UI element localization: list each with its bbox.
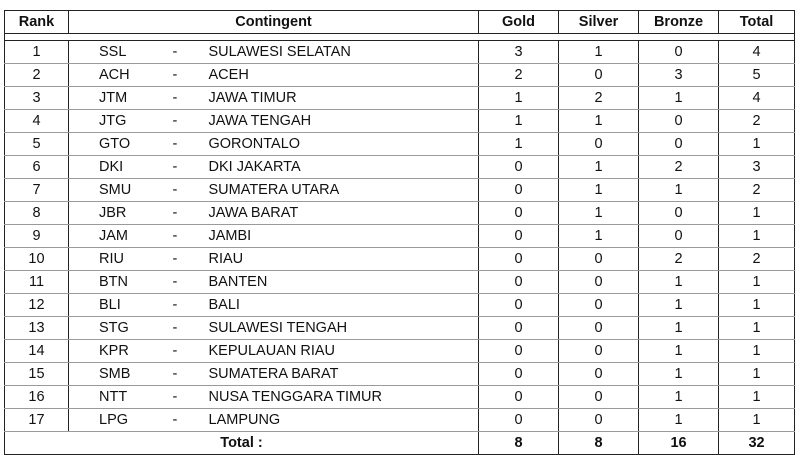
cell-total: 1 bbox=[719, 225, 795, 248]
cell-rank: 4 bbox=[5, 110, 69, 133]
spacer bbox=[5, 34, 795, 41]
cell-bronze: 3 bbox=[639, 64, 719, 87]
table-row bbox=[5, 248, 795, 271]
table-row bbox=[5, 133, 795, 156]
cell-contingent-name: JAWA TIMUR bbox=[209, 87, 479, 110]
cell-code: RIU bbox=[69, 248, 173, 271]
cell-rank: 5 bbox=[5, 133, 69, 156]
cell-bronze: 0 bbox=[639, 225, 719, 248]
cell-gold: 0 bbox=[479, 202, 559, 225]
cell-rank: 13 bbox=[5, 317, 69, 340]
cell-code: STG bbox=[69, 317, 173, 340]
cell-code: SMU bbox=[69, 179, 173, 202]
cell-bronze: 1 bbox=[639, 271, 719, 294]
cell-total: 2 bbox=[719, 179, 795, 202]
cell-silver: 0 bbox=[559, 317, 639, 340]
table-row bbox=[5, 363, 795, 386]
cell-rank: 17 bbox=[5, 409, 69, 432]
header-spacer bbox=[5, 34, 795, 41]
cell-gold: 0 bbox=[479, 340, 559, 363]
cell-bronze: 1 bbox=[639, 409, 719, 432]
cell-gold: 0 bbox=[479, 409, 559, 432]
table-header bbox=[5, 11, 795, 34]
cell-code: JTG bbox=[69, 110, 173, 133]
cell-contingent-name: JAWA BARAT bbox=[209, 202, 479, 225]
cell-separator: - bbox=[173, 156, 209, 179]
cell-gold: 2 bbox=[479, 64, 559, 87]
cell-silver: 0 bbox=[559, 363, 639, 386]
cell-rank: 2 bbox=[5, 64, 69, 87]
cell-total: 1 bbox=[719, 340, 795, 363]
cell-gold: 0 bbox=[479, 363, 559, 386]
cell-contingent-name: SULAWESI SELATAN bbox=[209, 41, 479, 64]
cell-total: 1 bbox=[719, 271, 795, 294]
cell-contingent-name: GORONTALO bbox=[209, 133, 479, 156]
header-gold: Gold bbox=[479, 11, 559, 34]
cell-silver: 2 bbox=[559, 87, 639, 110]
cell-rank: 16 bbox=[5, 386, 69, 409]
cell-separator: - bbox=[173, 317, 209, 340]
cell-gold: 1 bbox=[479, 87, 559, 110]
cell-separator: - bbox=[173, 110, 209, 133]
table-row bbox=[5, 179, 795, 202]
cell-contingent-name: JAWA TENGAH bbox=[209, 110, 479, 133]
cell-gold: 0 bbox=[479, 386, 559, 409]
cell-contingent-name: JAMBI bbox=[209, 225, 479, 248]
cell-total: 1 bbox=[719, 317, 795, 340]
cell-silver: 0 bbox=[559, 248, 639, 271]
table-row bbox=[5, 294, 795, 317]
cell-separator: - bbox=[173, 64, 209, 87]
medal-table-container bbox=[4, 10, 794, 455]
cell-gold: 3 bbox=[479, 41, 559, 64]
cell-total: 2 bbox=[719, 110, 795, 133]
cell-contingent-name: DKI JAKARTA bbox=[209, 156, 479, 179]
cell-separator: - bbox=[173, 248, 209, 271]
cell-separator: - bbox=[173, 386, 209, 409]
cell-silver: 1 bbox=[559, 202, 639, 225]
cell-total: 5 bbox=[719, 64, 795, 87]
table-body bbox=[5, 41, 795, 432]
cell-bronze: 2 bbox=[639, 248, 719, 271]
header-bronze: Bronze bbox=[639, 11, 719, 34]
cell-silver: 1 bbox=[559, 156, 639, 179]
table-row bbox=[5, 87, 795, 110]
cell-rank: 9 bbox=[5, 225, 69, 248]
cell-total: 1 bbox=[719, 294, 795, 317]
totals-total: 32 bbox=[719, 432, 795, 455]
cell-silver: 0 bbox=[559, 133, 639, 156]
cell-contingent-name: NUSA TENGGARA TIMUR bbox=[209, 386, 479, 409]
cell-contingent-name: BALI bbox=[209, 294, 479, 317]
cell-code: JTM bbox=[69, 87, 173, 110]
cell-separator: - bbox=[173, 202, 209, 225]
cell-rank: 6 bbox=[5, 156, 69, 179]
header-total: Total bbox=[719, 11, 795, 34]
cell-bronze: 0 bbox=[639, 41, 719, 64]
totals-bronze: 16 bbox=[639, 432, 719, 455]
cell-silver: 0 bbox=[559, 64, 639, 87]
cell-gold: 0 bbox=[479, 294, 559, 317]
cell-separator: - bbox=[173, 41, 209, 64]
cell-silver: 1 bbox=[559, 179, 639, 202]
cell-separator: - bbox=[173, 225, 209, 248]
header-rank: Rank bbox=[5, 11, 69, 34]
cell-contingent-name: SUMATERA BARAT bbox=[209, 363, 479, 386]
cell-code: JBR bbox=[69, 202, 173, 225]
cell-separator: - bbox=[173, 87, 209, 110]
cell-separator: - bbox=[173, 179, 209, 202]
cell-separator: - bbox=[173, 340, 209, 363]
cell-total: 1 bbox=[719, 202, 795, 225]
totals-silver: 8 bbox=[559, 432, 639, 455]
cell-code: BTN bbox=[69, 271, 173, 294]
cell-total: 1 bbox=[719, 409, 795, 432]
cell-code: DKI bbox=[69, 156, 173, 179]
cell-code: SMB bbox=[69, 363, 173, 386]
medal-table bbox=[4, 10, 795, 455]
cell-total: 3 bbox=[719, 156, 795, 179]
cell-rank: 10 bbox=[5, 248, 69, 271]
table-row bbox=[5, 386, 795, 409]
cell-total: 4 bbox=[719, 41, 795, 64]
cell-gold: 0 bbox=[479, 317, 559, 340]
cell-code: ACH bbox=[69, 64, 173, 87]
cell-silver: 1 bbox=[559, 225, 639, 248]
cell-rank: 15 bbox=[5, 363, 69, 386]
cell-code: GTO bbox=[69, 133, 173, 156]
cell-bronze: 2 bbox=[639, 156, 719, 179]
cell-silver: 1 bbox=[559, 41, 639, 64]
cell-gold: 0 bbox=[479, 271, 559, 294]
cell-gold: 0 bbox=[479, 225, 559, 248]
cell-total: 2 bbox=[719, 248, 795, 271]
cell-code: BLI bbox=[69, 294, 173, 317]
cell-silver: 0 bbox=[559, 294, 639, 317]
table-row bbox=[5, 202, 795, 225]
cell-code: JAM bbox=[69, 225, 173, 248]
cell-code: KPR bbox=[69, 340, 173, 363]
cell-total: 1 bbox=[719, 133, 795, 156]
cell-total: 1 bbox=[719, 386, 795, 409]
totals-gold: 8 bbox=[479, 432, 559, 455]
cell-bronze: 0 bbox=[639, 202, 719, 225]
table-row bbox=[5, 64, 795, 87]
cell-rank: 11 bbox=[5, 271, 69, 294]
cell-code: SSL bbox=[69, 41, 173, 64]
cell-separator: - bbox=[173, 409, 209, 432]
cell-separator: - bbox=[173, 294, 209, 317]
cell-separator: - bbox=[173, 133, 209, 156]
cell-bronze: 1 bbox=[639, 179, 719, 202]
table-row bbox=[5, 110, 795, 133]
cell-contingent-name: KEPULAUAN RIAU bbox=[209, 340, 479, 363]
cell-bronze: 1 bbox=[639, 294, 719, 317]
totals-label: Total : bbox=[5, 432, 479, 455]
cell-contingent-name: SUMATERA UTARA bbox=[209, 179, 479, 202]
cell-silver: 0 bbox=[559, 340, 639, 363]
cell-rank: 3 bbox=[5, 87, 69, 110]
cell-code: NTT bbox=[69, 386, 173, 409]
table-row bbox=[5, 156, 795, 179]
cell-rank: 12 bbox=[5, 294, 69, 317]
cell-silver: 0 bbox=[559, 409, 639, 432]
cell-separator: - bbox=[173, 363, 209, 386]
cell-contingent-name: SULAWESI TENGAH bbox=[209, 317, 479, 340]
cell-contingent-name: RIAU bbox=[209, 248, 479, 271]
cell-separator: - bbox=[173, 271, 209, 294]
table-row bbox=[5, 225, 795, 248]
cell-contingent-name: ACEH bbox=[209, 64, 479, 87]
cell-rank: 8 bbox=[5, 202, 69, 225]
cell-gold: 0 bbox=[479, 156, 559, 179]
cell-gold: 1 bbox=[479, 110, 559, 133]
cell-silver: 1 bbox=[559, 110, 639, 133]
cell-bronze: 0 bbox=[639, 133, 719, 156]
table-row bbox=[5, 340, 795, 363]
table-row bbox=[5, 409, 795, 432]
cell-bronze: 0 bbox=[639, 110, 719, 133]
cell-gold: 0 bbox=[479, 248, 559, 271]
cell-bronze: 1 bbox=[639, 340, 719, 363]
cell-silver: 0 bbox=[559, 271, 639, 294]
cell-gold: 0 bbox=[479, 179, 559, 202]
cell-gold: 1 bbox=[479, 133, 559, 156]
header-contingent: Contingent bbox=[69, 11, 479, 34]
cell-rank: 14 bbox=[5, 340, 69, 363]
cell-bronze: 1 bbox=[639, 317, 719, 340]
cell-code: LPG bbox=[69, 409, 173, 432]
table-row bbox=[5, 271, 795, 294]
cell-silver: 0 bbox=[559, 386, 639, 409]
cell-contingent-name: BANTEN bbox=[209, 271, 479, 294]
cell-rank: 7 bbox=[5, 179, 69, 202]
header-silver: Silver bbox=[559, 11, 639, 34]
cell-rank: 1 bbox=[5, 41, 69, 64]
cell-contingent-name: LAMPUNG bbox=[209, 409, 479, 432]
cell-bronze: 1 bbox=[639, 363, 719, 386]
cell-total: 4 bbox=[719, 87, 795, 110]
cell-total: 1 bbox=[719, 363, 795, 386]
cell-bronze: 1 bbox=[639, 87, 719, 110]
table-row bbox=[5, 41, 795, 64]
table-footer bbox=[5, 432, 795, 455]
cell-bronze: 1 bbox=[639, 386, 719, 409]
table-row bbox=[5, 317, 795, 340]
